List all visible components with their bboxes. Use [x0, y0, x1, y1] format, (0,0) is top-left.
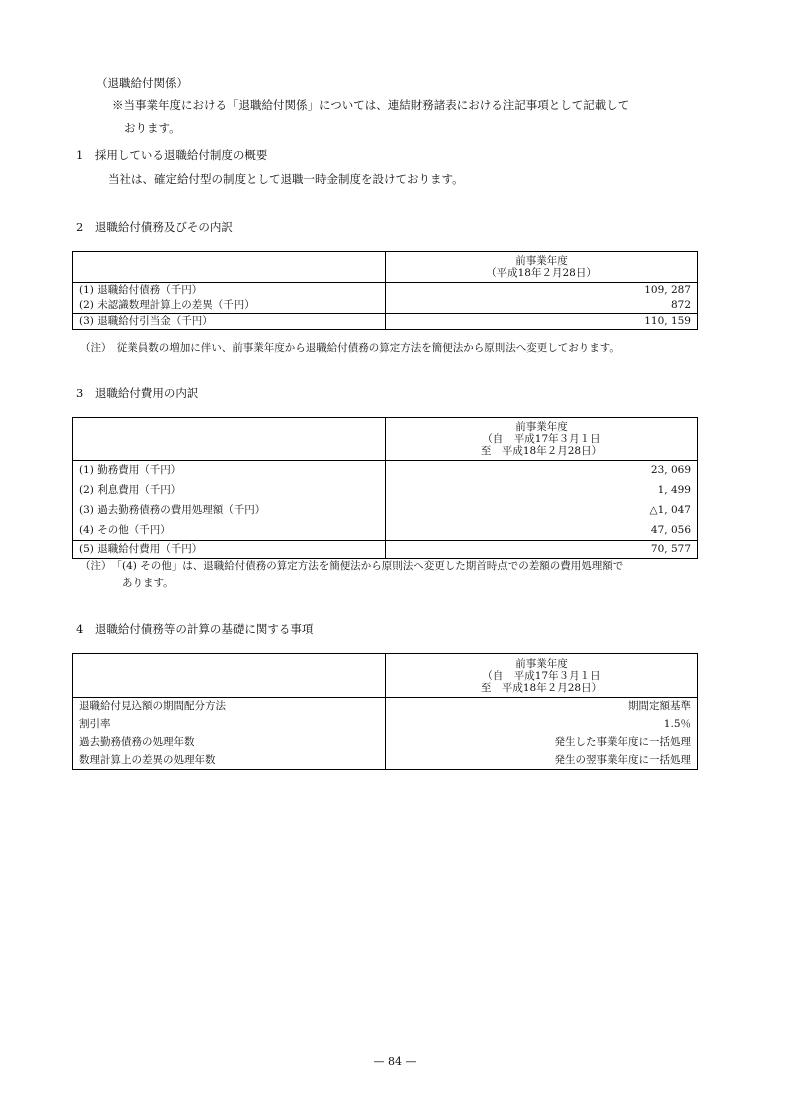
table-row: (2) 利息費用（千円） 1, 499 [73, 481, 698, 501]
table-row: (3) 退職給付引当金（千円） 110, 159 [73, 314, 698, 330]
assumptions-table [72, 653, 698, 770]
section3-note: （注） 「(4) その他」は、退職給付債務の算定方法を簡便法から原則法へ変更した期首時点での差額の費用処理額で [80, 560, 624, 572]
table-header: 前事業年度 （自 平成17年３月１日 至 平成18年２月28日） [386, 418, 698, 461]
section2-title: 2 退職給付債務及びその内訳 [76, 220, 233, 234]
table-row: 割引率 1.5％ [73, 716, 698, 734]
page-number: — 84 — [373, 1055, 417, 1068]
section3-title: 3 退職給付費用の内訳 [76, 386, 199, 400]
section1-body: 当社は、確定給付型の制度として退職一時金制度を設けております。 [108, 172, 464, 186]
table-row: (1) 勤務費用（千円） 23, 069 [73, 461, 698, 481]
section1-title: 1 採用している退職給付制度の概要 [76, 148, 268, 162]
table-row: 過去勤務債務の処理年数 発生した事業年度に一括処理 [73, 734, 698, 752]
table-header: 前事業年度 （平成18年２月28日） [386, 252, 698, 283]
table-header: 前事業年度 （自 平成17年３月１日 至 平成18年２月28日） [386, 654, 698, 698]
section2-note: （注） 従業員数の増加に伴い、前事業年度から退職給付債務の算定方法を簡便法から原則法へ変更しております。 [80, 342, 620, 354]
table-row: (4) その他（千円） 47, 056 [73, 521, 698, 541]
table-row: (1) 退職給付債務（千円） 109, 287 [73, 283, 698, 299]
table-row: (2) 未認識数理計算上の差異（千円） 872 [73, 298, 698, 314]
table-row: (3) 過去勤務債務の費用処理額（千円） △1, 047 [73, 501, 698, 521]
intro-note: ※当事業年度における「退職給付関係」については、連結財務諸表における注記事項として記載して [112, 98, 630, 112]
cost-table [72, 417, 698, 559]
table-row: 数理計算上の差異の処理年数 発生の翌事業年度に一括処理 [73, 752, 698, 770]
section3-note-continued: あります。 [122, 577, 174, 589]
section-heading: （退職給付関係） [96, 76, 188, 90]
table-row: (5) 退職給付費用（千円） 70, 577 [73, 541, 698, 559]
table-row: 退職給付見込額の期間配分方法 期間定額基準 [73, 698, 698, 716]
section4-title: 4 退職給付債務等の計算の基礎に関する事項 [76, 622, 314, 636]
intro-note-continued: おります。 [124, 121, 181, 135]
obligation-table [72, 251, 698, 330]
